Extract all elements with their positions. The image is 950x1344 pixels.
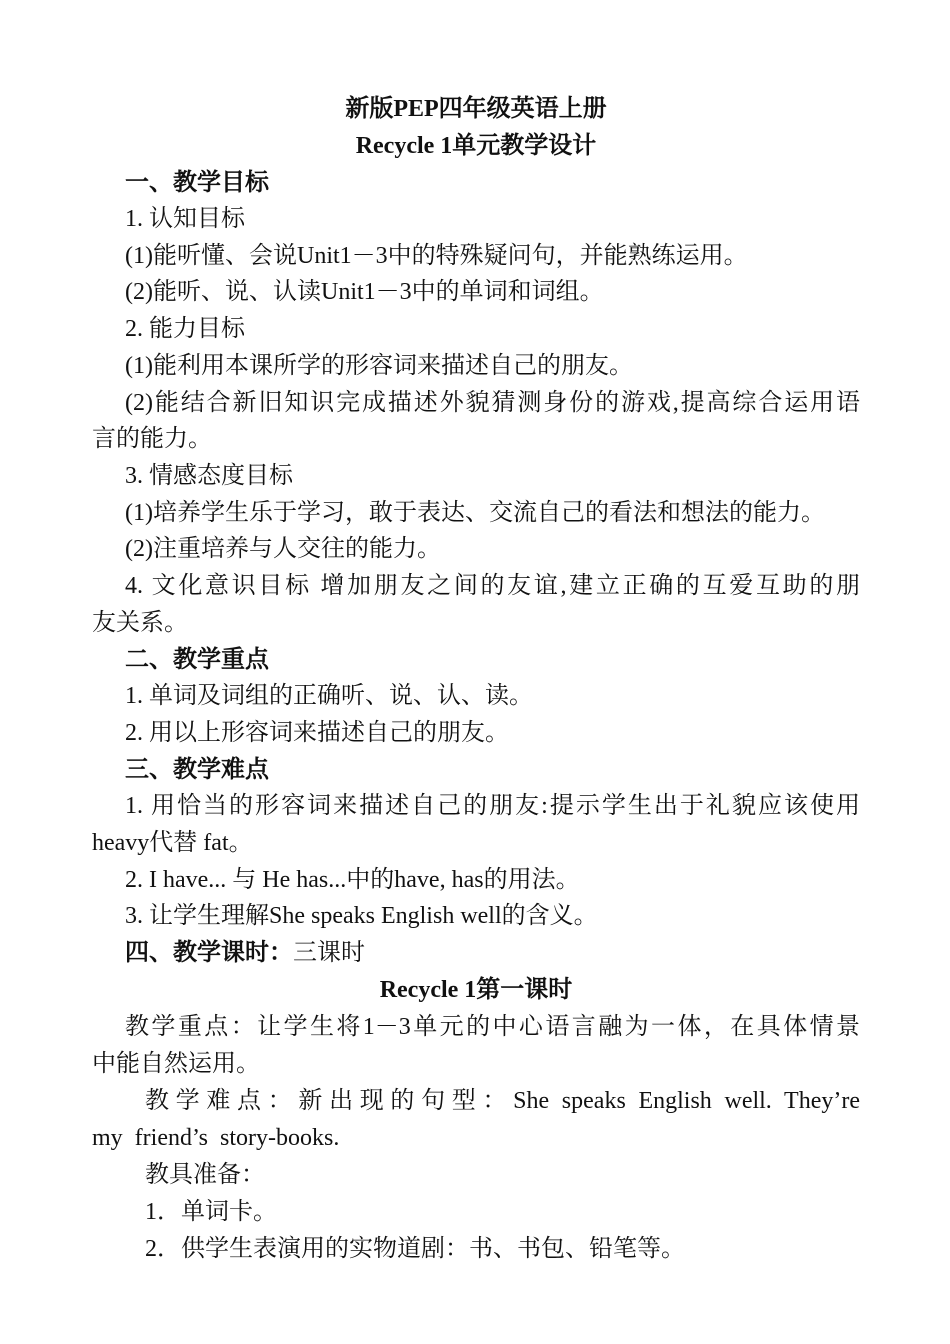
objective-ability-item: (2)能结合新旧知识完成描述外貌猜测身份的游戏,提高综合运用语	[125, 390, 860, 416]
lesson1-difficulty: 教学难点：新出现的句型：She speaks English well. They’re	[145, 1088, 860, 1114]
objective-emotion-item: (1)培养学生乐于学习，敢于表达、交流自己的看法和想法的能力。	[125, 500, 825, 526]
objective-ability-item-continued: 言的能力。	[92, 426, 212, 452]
lesson1-difficulty-continued: my friend’s story-books.	[92, 1125, 340, 1151]
document-title: 新版PEP四年级英语上册	[345, 96, 607, 122]
objective-cognitive-item: (1)能听懂、会说Unit1－3中的特殊疑问句，并能熟练运用。	[125, 243, 748, 269]
key-point-item: 1. 单词及词组的正确听、说、认、读。	[125, 683, 533, 709]
document-subtitle: Recycle 1单元教学设计	[355, 133, 597, 159]
difficulty-item: 1. 用恰当的形容词来描述自己的朋友:提示学生出于礼貌应该使用	[125, 793, 860, 819]
difficulty-item: 2. I have... 与 He has...中的have, has的用法。	[125, 867, 580, 893]
section-heading-key-points: 二、教学重点	[125, 647, 269, 673]
difficulty-item-continued: heavy代替 fat。	[92, 830, 253, 856]
objective-emotion-item: (2)注重培养与人交往的能力。	[125, 536, 441, 562]
key-point-item: 2. 用以上形容词来描述自己的朋友。	[125, 720, 509, 746]
lesson1-title: Recycle 1第一课时	[379, 977, 573, 1003]
objective-emotion-label: 3. 情感态度目标	[125, 463, 293, 489]
section-heading-objectives: 一、教学目标	[125, 170, 269, 196]
objective-ability-item: (1)能利用本课所学的形容词来描述自己的朋友。	[125, 353, 633, 379]
difficulty-item: 3. 让学生理解She speaks English well的含义。	[125, 903, 598, 929]
objective-cognitive-item: (2)能听、说、认读Unit1－3中的单词和词组。	[125, 279, 604, 305]
objective-culture: 4. 文化意识目标 增加朋友之间的友谊,建立正确的互爱互助的朋	[125, 573, 860, 599]
periods-value: 三课时	[293, 940, 365, 966]
section-heading-difficulties: 三、教学难点	[125, 757, 269, 783]
objective-cognitive-label: 1. 认知目标	[125, 206, 245, 232]
lesson1-key-points-continued: 中能自然运用。	[92, 1051, 260, 1077]
lesson1-aid-item: 2．供学生表演用的实物道剧：书、书包、铅笔等。	[145, 1236, 685, 1262]
lesson1-aid-item: 1．单词卡。	[145, 1199, 277, 1225]
lesson1-key-points: 教学重点：让学生将1－3单元的中心语言融为一体，在具体情景	[125, 1014, 860, 1040]
section-periods	[125, 935, 860, 971]
objective-culture-continued: 友关系。	[92, 610, 188, 636]
objective-ability-label: 2. 能力目标	[125, 316, 245, 342]
lesson1-aids-label: 教具准备：	[145, 1162, 265, 1188]
section-heading-periods: 四、教学课时：	[125, 940, 293, 966]
